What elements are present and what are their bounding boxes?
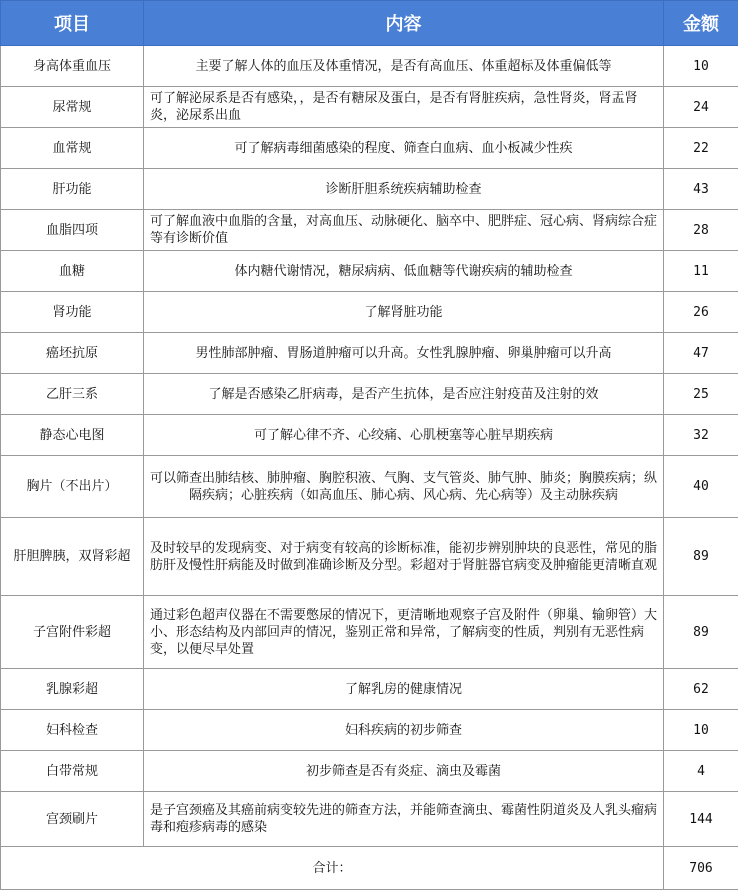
content-cell: 可了解心律不齐、心绞痛、心肌梗塞等心脏早期疾病 bbox=[144, 415, 664, 456]
item-cell: 子宫附件彩超 bbox=[1, 596, 144, 669]
content-cell: 了解乳房的健康情况 bbox=[144, 669, 664, 710]
amount-cell: 62 bbox=[664, 669, 738, 710]
header-amount: 金额 bbox=[664, 1, 738, 46]
table-row bbox=[1, 333, 738, 374]
table-row bbox=[1, 751, 738, 792]
total-label: 合计： bbox=[1, 847, 664, 890]
item-cell: 肝功能 bbox=[1, 169, 144, 210]
table-row bbox=[1, 210, 738, 251]
header-content: 内容 bbox=[144, 1, 664, 46]
amount-cell: 47 bbox=[664, 333, 738, 374]
content-cell: 通过彩色超声仪器在不需要憋尿的情况下，更清晰地观察子宫及附件（卵巢、输卵管）大小、形态结构及内部回声的情况，鉴别正常和异常，了解病变的性质，判别有无恶性病变，以便尽早处置 bbox=[144, 596, 664, 669]
item-cell: 白带常规 bbox=[1, 751, 144, 792]
content-cell: 初步筛查是否有炎症、滴虫及霉菌 bbox=[144, 751, 664, 792]
header-row bbox=[1, 1, 738, 46]
content-cell: 了解肾脏功能 bbox=[144, 292, 664, 333]
amount-cell: 89 bbox=[664, 518, 738, 596]
item-cell: 血脂四项 bbox=[1, 210, 144, 251]
table-row bbox=[1, 128, 738, 169]
content-cell: 可了解血液中血脂的含量，对高血压、动脉硬化、脑卒中、肥胖症、冠心病、肾病综合症等有诊断价值 bbox=[144, 210, 664, 251]
table-row bbox=[1, 456, 738, 518]
table-row bbox=[1, 669, 738, 710]
table-row bbox=[1, 518, 738, 596]
table-row bbox=[1, 710, 738, 751]
content-cell: 主要了解人体的血压及体重情况，是否有高血压、体重超标及体重偏低等 bbox=[144, 46, 664, 87]
item-cell: 肝胆脾胰，双肾彩超 bbox=[1, 518, 144, 596]
content-cell: 了解是否感染乙肝病毒，是否产生抗体，是否应注射疫苗及注射的效 bbox=[144, 374, 664, 415]
item-cell: 血常规 bbox=[1, 128, 144, 169]
item-cell: 妇科检查 bbox=[1, 710, 144, 751]
header-item: 项目 bbox=[1, 1, 144, 46]
table-row bbox=[1, 792, 738, 847]
item-cell: 胸片（不出片） bbox=[1, 456, 144, 518]
content-cell: 可以筛查出肺结核、肺肿瘤、胸腔积液、气胸、支气管炎、肺气肿、肺炎；胸膜疾病；纵隔疾病；心脏疾病（如高血压、肺心病、风心病、先心病等）及主动脉疾病 bbox=[144, 456, 664, 518]
amount-cell: 11 bbox=[664, 251, 738, 292]
amount-cell: 89 bbox=[664, 596, 738, 669]
total-amount: 706 bbox=[664, 847, 738, 890]
item-cell: 身高体重血压 bbox=[1, 46, 144, 87]
amount-cell: 144 bbox=[664, 792, 738, 847]
table-row bbox=[1, 46, 738, 87]
table-row bbox=[1, 374, 738, 415]
item-cell: 宫颈刷片 bbox=[1, 792, 144, 847]
amount-cell: 10 bbox=[664, 46, 738, 87]
amount-cell: 24 bbox=[664, 87, 738, 128]
amount-cell: 10 bbox=[664, 710, 738, 751]
content-cell: 及时较早的发现病变、对于病变有较高的诊断标准，能初步辨别肿块的良恶性，常见的脂肪肝及慢性肝病能及时做到准确诊断及分型。彩超对于肾脏器官病变及肿瘤能更清晰直观 bbox=[144, 518, 664, 596]
amount-cell: 32 bbox=[664, 415, 738, 456]
table-row bbox=[1, 415, 738, 456]
content-cell: 可了解泌尿系是否有感染，，是否有糖尿及蛋白，是否有肾脏疾病，急性肾炎，肾盂肾炎，泌尿系出血 bbox=[144, 87, 664, 128]
amount-cell: 26 bbox=[664, 292, 738, 333]
amount-cell: 4 bbox=[664, 751, 738, 792]
amount-cell: 25 bbox=[664, 374, 738, 415]
total-row bbox=[1, 847, 738, 890]
item-cell: 乳腺彩超 bbox=[1, 669, 144, 710]
item-cell: 肾功能 bbox=[1, 292, 144, 333]
content-cell: 妇科疾病的初步筛查 bbox=[144, 710, 664, 751]
content-cell: 体内糖代谢情况，糖尿病病、低血糖等代谢疾病的辅助检查 bbox=[144, 251, 664, 292]
content-cell: 是子宫颈癌及其癌前病变较先进的筛查方法，并能筛查滴虫、霉菌性阴道炎及人乳头瘤病毒和疱疹病毒的感染 bbox=[144, 792, 664, 847]
item-cell: 尿常规 bbox=[1, 87, 144, 128]
content-cell: 男性肺部肿瘤、胃肠道肿瘤可以升高。女性乳腺肿瘤、卵巢肿瘤可以升高 bbox=[144, 333, 664, 374]
table-row bbox=[1, 596, 738, 669]
item-cell: 静态心电图 bbox=[1, 415, 144, 456]
item-cell: 乙肝三系 bbox=[1, 374, 144, 415]
item-cell: 血糖 bbox=[1, 251, 144, 292]
amount-cell: 22 bbox=[664, 128, 738, 169]
table-row bbox=[1, 251, 738, 292]
table-row bbox=[1, 87, 738, 128]
content-cell: 诊断肝胆系统疾病辅助检查 bbox=[144, 169, 664, 210]
amount-cell: 43 bbox=[664, 169, 738, 210]
amount-cell: 28 bbox=[664, 210, 738, 251]
item-cell: 癌坯抗原 bbox=[1, 333, 144, 374]
table-row bbox=[1, 169, 738, 210]
content-cell: 可了解病毒细菌感染的程度、筛查白血病、血小板减少性疾 bbox=[144, 128, 664, 169]
table-row bbox=[1, 292, 738, 333]
amount-cell: 40 bbox=[664, 456, 738, 518]
